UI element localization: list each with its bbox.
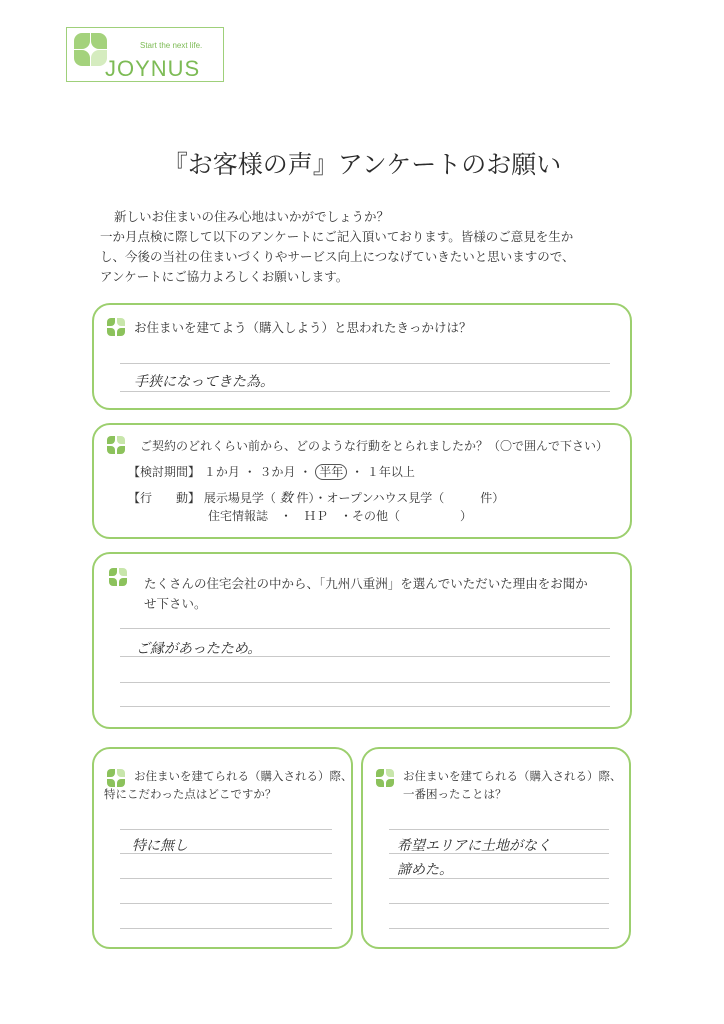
question-text: ご契約のどれくらい前から、どのような行動をとられましたか？（〇で囲んで下さい） [140, 439, 609, 453]
clover-icon [109, 568, 129, 588]
handwritten-answer: 希望エリアに土地がなく [397, 838, 551, 854]
answer-line [120, 903, 332, 904]
question-text: たくさんの住宅会社の中から、「九州八重洲」を選んでいただいた理由をお聞か [144, 576, 588, 591]
question-box-3 [92, 552, 632, 729]
answer-line [120, 853, 332, 854]
logo-wordmark: JOYNUS [105, 56, 201, 81]
action-option: 件）・オープンハウス見学（ 件） [296, 491, 505, 505]
period-option: １か月 [203, 465, 240, 479]
period-option: １年以上 [366, 465, 415, 479]
clover-logo-leaf [74, 50, 90, 66]
question-box-4 [92, 747, 353, 949]
answer-line [120, 682, 610, 683]
intro-paragraph [100, 207, 575, 287]
answer-line [120, 363, 610, 364]
answer-line [389, 853, 609, 854]
answer-line [389, 903, 609, 904]
action-row-2: 住宅情報誌 ・ ＨＰ ・その他（ ） [208, 509, 473, 523]
separator: ・ [243, 465, 256, 479]
answer-line [120, 829, 332, 830]
question-text: せ下さい。 [144, 596, 207, 611]
intro-line: し、今後の当社の住まいづくりやサービス向上につなげていきたいと思いますので、 [100, 249, 575, 264]
answer-line [120, 656, 610, 657]
question-text: 特にこだわった点はどこですか？ [104, 787, 277, 801]
question-box-1 [92, 303, 632, 410]
intro-line: アンケートにご協力よろしくお願いします。 [100, 269, 349, 284]
period-option: ３か月 [259, 465, 296, 479]
clover-icon [107, 318, 127, 338]
period-row [128, 463, 415, 480]
handwritten-answer: 手狭になってきた為。 [134, 374, 274, 390]
answer-line [120, 706, 610, 707]
company-logo [66, 27, 224, 82]
question-text: 一番困ったことは？ [403, 787, 507, 801]
clover-icon [107, 436, 127, 456]
question-text: お住まいを建てよう（購入しよう）と思われたきっかけは？ [134, 320, 472, 335]
action-row [128, 487, 504, 506]
question-text: お住まいを建てられる（購入される）際、 [134, 769, 353, 783]
page-title: 『お客様の声』アンケートのお願い [162, 150, 562, 179]
intro-line: 一か月点検に際して以下のアンケートにご記入頂いております。皆様のご意見を生か [100, 229, 574, 244]
period-option-selected: 半年 [315, 464, 347, 480]
intro-line: 新しいお住まいの住み心地はいかがでしょうか？ [114, 209, 390, 224]
handwritten-answer: ご縁があったため。 [136, 641, 262, 657]
answer-line [120, 878, 332, 879]
separator: ・ [299, 465, 312, 479]
handwritten-count: 数 [279, 491, 293, 506]
logo-tagline: Start the next life. [140, 41, 203, 50]
question-text: お住まいを建てられる（購入される）際、 [403, 769, 622, 783]
clover-logo-leaf [91, 33, 107, 49]
question-box-2 [92, 423, 632, 539]
action-label: 【行 動】 [128, 491, 201, 505]
answer-line [120, 628, 610, 629]
clover-logo-icon [74, 33, 90, 49]
separator: ・ [351, 465, 364, 479]
handwritten-answer: 特に無し [132, 838, 188, 854]
handwritten-answer: 諦めた。 [397, 862, 453, 878]
answer-line [389, 878, 609, 879]
answer-line [120, 391, 610, 392]
answer-line [120, 928, 332, 929]
answer-line [389, 829, 609, 830]
answer-line [389, 928, 609, 929]
period-label: 【検討期間】 [128, 465, 201, 479]
clover-icon [376, 769, 396, 789]
action-option: 展示場見学（ [203, 491, 276, 505]
question-box-5 [361, 747, 631, 949]
